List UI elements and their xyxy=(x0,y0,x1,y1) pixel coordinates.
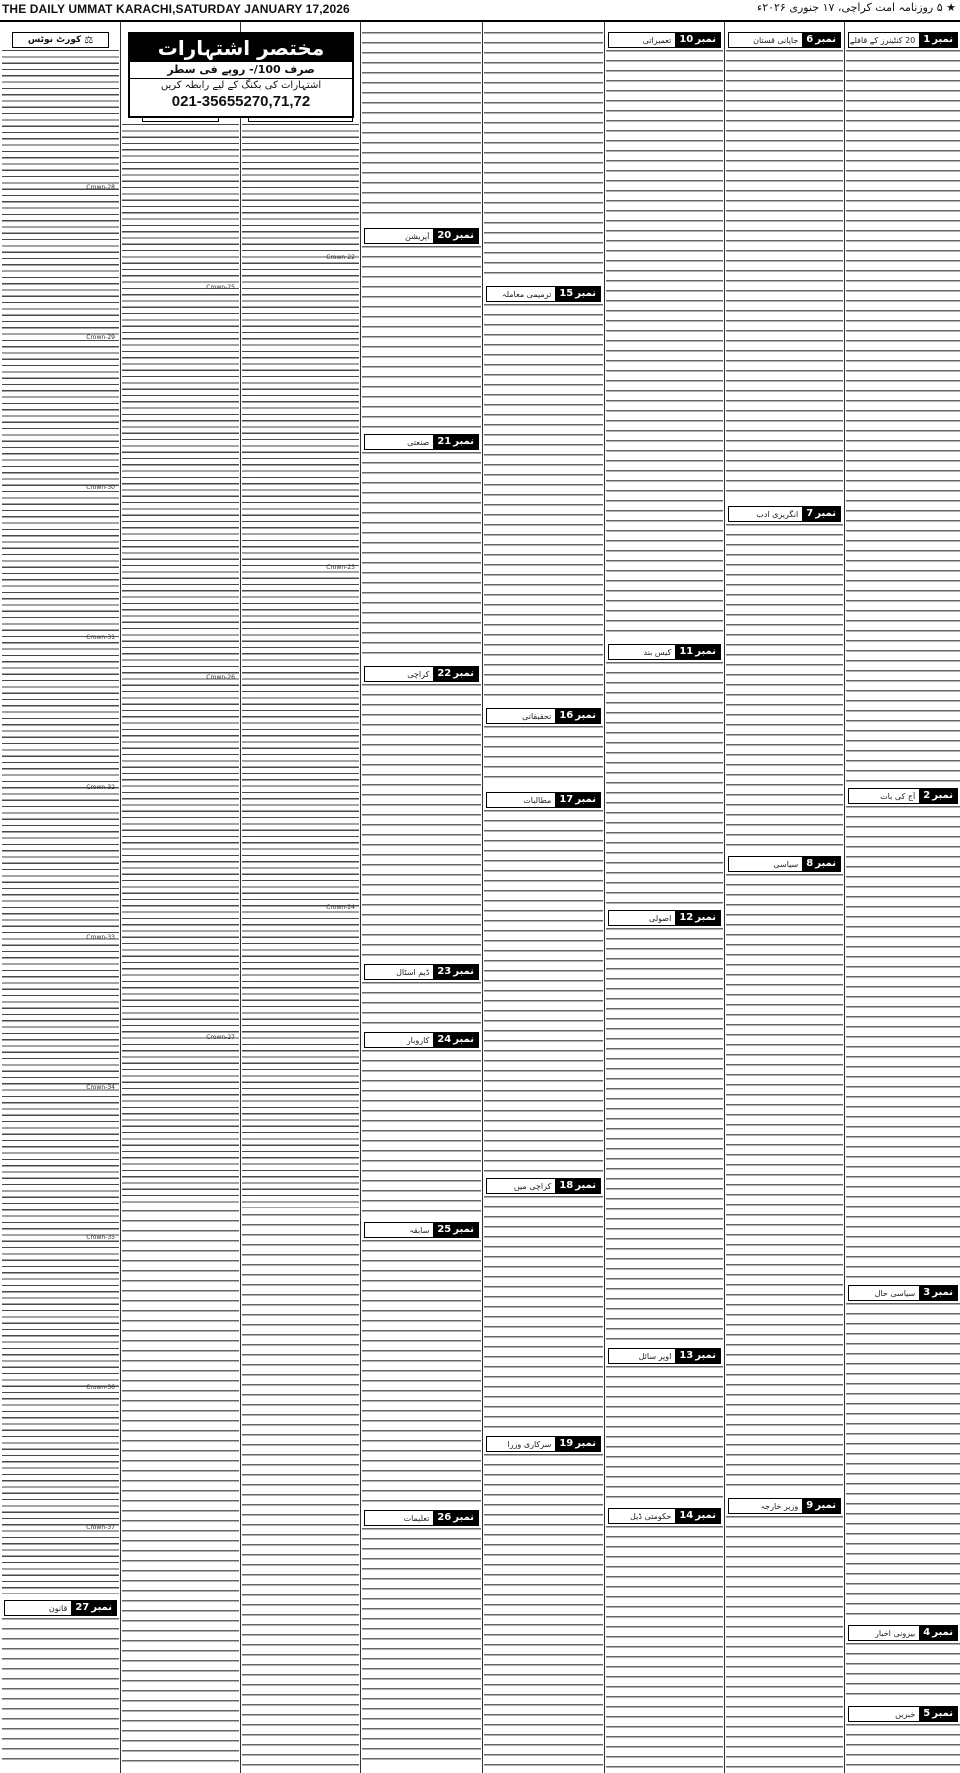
section-header: نمبر 17 مطالبات xyxy=(486,792,601,808)
article-text xyxy=(484,32,603,280)
article-text xyxy=(846,1303,960,1619)
column-7 xyxy=(726,24,843,1769)
article-text xyxy=(362,684,481,958)
crown-tag: Crown-36 xyxy=(86,1384,115,1391)
column-divider xyxy=(724,22,725,1773)
masthead-date-urdu xyxy=(757,1,956,14)
section-header: نمبر 15 ترمیمی معاملہ xyxy=(486,286,601,302)
promo-rate: صرف 100/- روپے فی سطر xyxy=(130,62,352,79)
column-2-court-notices xyxy=(122,24,239,1769)
article-text xyxy=(726,874,843,1492)
article-text xyxy=(484,726,603,786)
section-header: نمبر 16 تحقیقاتی xyxy=(486,708,601,724)
section-header: نمبر 26 تعلیمات xyxy=(364,1510,479,1526)
article-text xyxy=(846,1724,960,1768)
section-header: نمبر 7 انگریزی ادب xyxy=(728,506,841,522)
section-header: نمبر 11 کیس بند xyxy=(608,644,721,660)
crown-tag: Crown-33 xyxy=(86,934,115,941)
section-header: نمبر 25 سابقہ xyxy=(364,1222,479,1238)
article-text xyxy=(2,1618,119,1768)
article-text xyxy=(362,452,481,660)
article-text xyxy=(484,810,603,1172)
section-header: نمبر 21 صنعتی xyxy=(364,434,479,450)
article-text xyxy=(846,50,960,782)
article-text xyxy=(484,1454,603,1768)
crown-tag: Crown-29 xyxy=(86,334,115,341)
column-1-classifieds xyxy=(2,24,119,1769)
section-header: نمبر 3 سیاسی حال xyxy=(848,1285,958,1301)
section-header: نمبر 2 آج کی بات xyxy=(848,788,958,804)
article-text xyxy=(362,982,481,1026)
column-3-court-notices xyxy=(242,24,359,1769)
article-text xyxy=(846,806,960,1280)
section-header: نمبر 12 اصولی xyxy=(608,910,721,926)
article-text xyxy=(484,304,603,702)
section-header: نمبر 9 وزیر خارجہ xyxy=(728,1498,841,1514)
column-divider xyxy=(482,22,483,1773)
section-header: نمبر 13 اوپر سائل xyxy=(608,1348,721,1364)
section-header: نمبر 10 تعمیراتی xyxy=(608,32,721,48)
column-divider xyxy=(844,22,845,1773)
article-text xyxy=(242,1214,359,1768)
article-text xyxy=(726,50,843,500)
article-text xyxy=(726,1516,843,1768)
article-text xyxy=(122,1210,239,1768)
column-divider xyxy=(360,22,361,1773)
column-6 xyxy=(606,24,723,1769)
article-text xyxy=(606,50,723,638)
crown-tag: Crown-32 xyxy=(86,784,115,791)
section-header: نمبر 14 حکومتی ڈیل xyxy=(608,1508,721,1524)
section-header: نمبر 22 کراچی xyxy=(364,666,479,682)
promo-booking: اشتہارات کی بکنگ کے لیے رابطہ کریں xyxy=(160,80,322,91)
section-header: نمبر 18 کراچی میں xyxy=(486,1178,601,1194)
article-text xyxy=(606,928,723,1342)
masthead-urdu-text: ۵ روزنامہ امت کراچی، ۱۷ جنوری ۲۰۲۶ء xyxy=(757,1,943,14)
article-text xyxy=(362,246,481,428)
crown-tag: Crown-35 xyxy=(86,1234,115,1241)
crown-tag: Crown-23 xyxy=(326,564,355,571)
article-text xyxy=(362,32,481,222)
crown-tag: Crown-37 xyxy=(86,1524,115,1531)
masthead xyxy=(0,0,960,22)
article-text xyxy=(726,524,843,850)
article-text xyxy=(606,662,723,904)
crown-tag: Crown-34 xyxy=(86,1084,115,1091)
column-8 xyxy=(846,24,960,1769)
column-4 xyxy=(362,24,481,1769)
promo-title: مختصر اشتہارات xyxy=(130,34,352,62)
section-header: نمبر 19 سرکاری وزرا xyxy=(486,1436,601,1452)
article-text xyxy=(606,1526,723,1768)
section-header: نمبر 5 خبریں xyxy=(848,1706,958,1722)
article-text xyxy=(606,1366,723,1502)
section-header: نمبر 27 قانون xyxy=(4,1600,117,1616)
gavel-icon: ⚖ xyxy=(84,34,94,46)
section-header: نمبر 20 آپریشن xyxy=(364,228,479,244)
crown-tag: Crown-24 xyxy=(326,904,355,911)
crown-tag: Crown-25 xyxy=(206,284,235,291)
column-5 xyxy=(484,24,603,1769)
crown-tag: Crown-27 xyxy=(206,1034,235,1041)
classified-text xyxy=(2,50,119,1594)
article-text xyxy=(362,1050,481,1216)
court-notice-label: ⚖ کورٹ نوٹس xyxy=(12,32,109,48)
section-header: نمبر 4 بیرونی اخبار xyxy=(848,1625,958,1641)
crown-tag: Crown-28 xyxy=(86,184,115,191)
column-divider xyxy=(120,22,121,1773)
column-divider xyxy=(240,22,241,1773)
star-icon: ★ xyxy=(946,1,956,14)
crown-tag: Crown-22 xyxy=(326,254,355,261)
masthead-date-english: THE DAILY UMMAT KARACHI,SATURDAY JANUARY 17,2026 xyxy=(2,2,350,16)
section-header: نمبر 8 سیاسی xyxy=(728,856,841,872)
article-text xyxy=(362,1528,481,1768)
section-header: نمبر 6 جاپانی قستان xyxy=(728,32,841,48)
crown-tag: Crown-31 xyxy=(86,634,115,641)
section-header: نمبر 23 ڈیم اسٹال xyxy=(364,964,479,980)
crown-tag: Crown-26 xyxy=(206,674,235,681)
classified-text xyxy=(242,124,359,1208)
article-text xyxy=(846,1643,960,1701)
article-text xyxy=(484,1196,603,1430)
article-text xyxy=(362,1240,481,1504)
column-divider xyxy=(604,22,605,1773)
crown-tag: Crown-30 xyxy=(86,484,115,491)
section-header: نمبر 1 20 کنٹینرز کے قافلے xyxy=(848,32,958,48)
section-header: نمبر 24 کاروبار xyxy=(364,1032,479,1048)
promo-phone[interactable]: 021-35655270,71,72 xyxy=(171,93,311,110)
classified-ads-promo xyxy=(128,32,354,118)
